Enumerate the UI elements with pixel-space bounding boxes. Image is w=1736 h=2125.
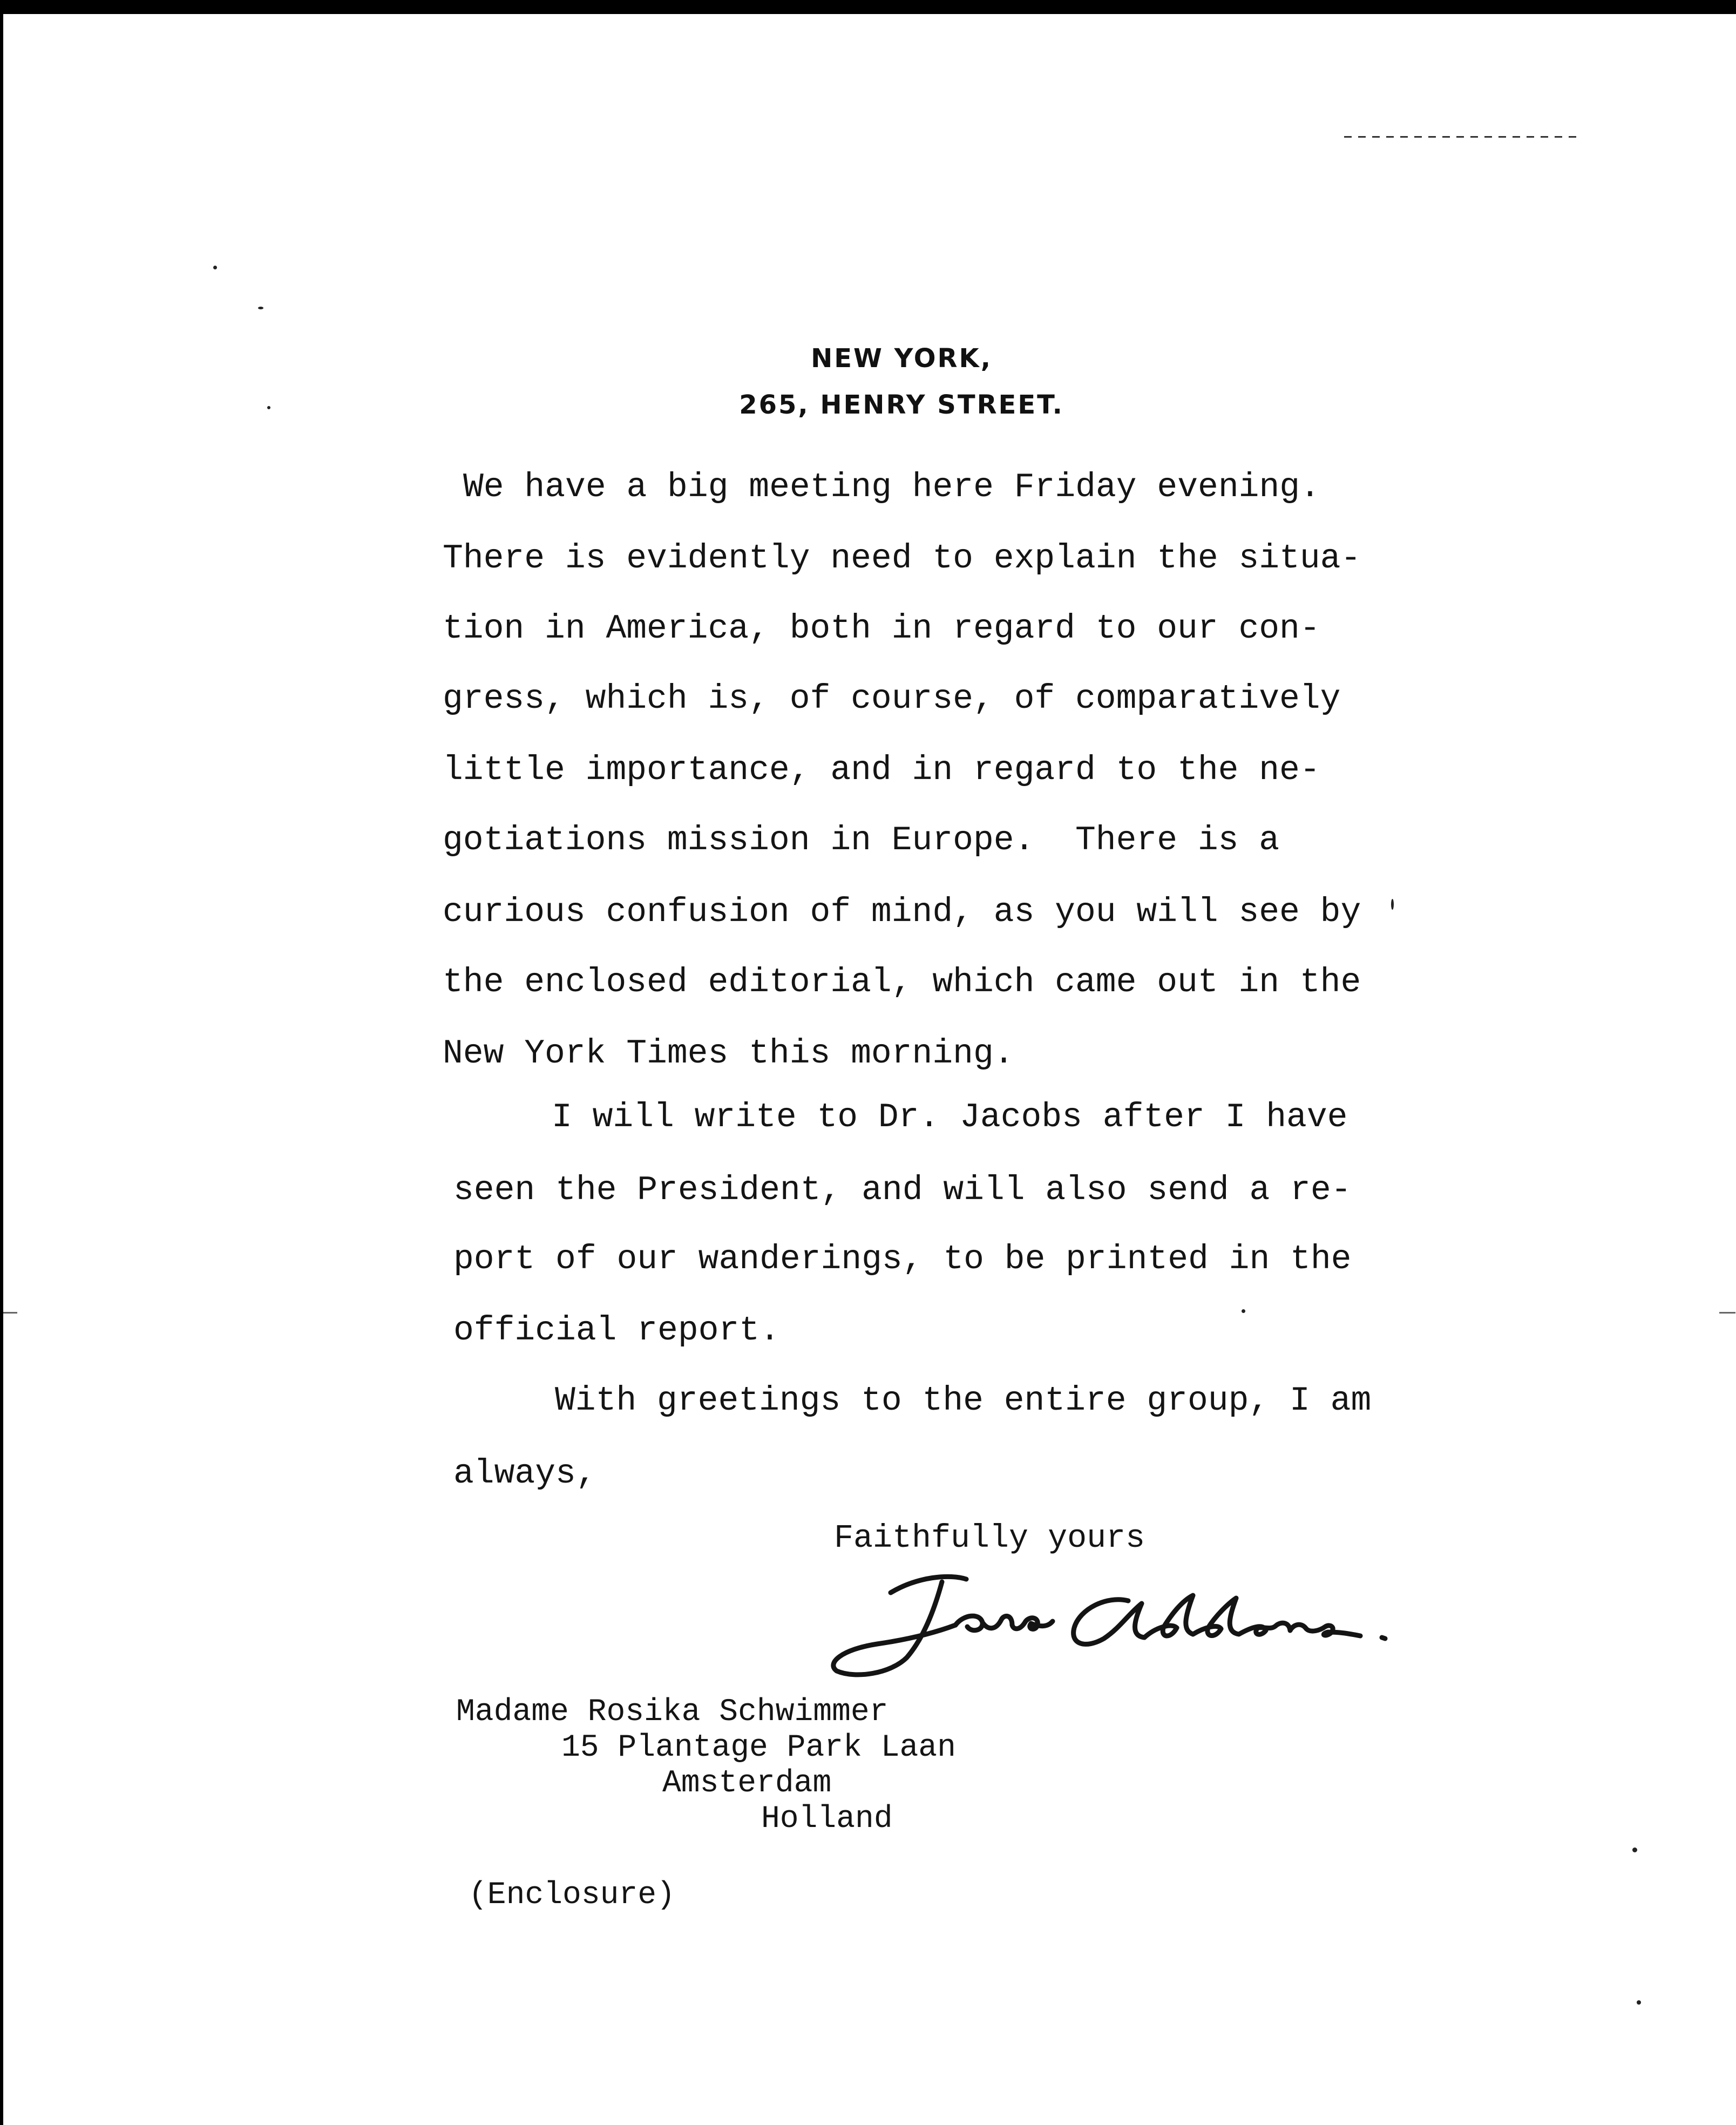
scan-speck xyxy=(213,266,217,269)
body-line: port of our wanderings, to be printed in the xyxy=(453,1240,1352,1278)
letterhead-street: 265, HENRY STREET. xyxy=(739,390,1064,420)
scan-speck xyxy=(1242,1309,1245,1313)
recipient-city: Amsterdam xyxy=(662,1766,832,1801)
body-line: With greetings to the entire group, I am xyxy=(555,1382,1372,1420)
body-line: the enclosed editorial, which came out in the xyxy=(443,963,1361,1001)
scan-edge-tick xyxy=(1719,1312,1735,1314)
closing-salutation: Faithfully yours xyxy=(834,1520,1145,1557)
enclosure-note: (Enclosure) xyxy=(469,1878,675,1913)
body-line: There is evidently need to explain the situa- xyxy=(443,539,1361,578)
scan-speck xyxy=(1391,899,1394,910)
recipient-name: Madame Rosika Schwimmer xyxy=(456,1695,889,1730)
scan-mark-line xyxy=(1344,136,1582,138)
scan-speck xyxy=(1637,2000,1641,2005)
body-line: official report. xyxy=(453,1311,780,1350)
recipient-street: 15 Plantage Park Laan xyxy=(561,1730,956,1765)
body-line: I will write to Dr. Jacobs after I have xyxy=(552,1098,1348,1136)
body-line: New York Times this morning. xyxy=(443,1034,1014,1073)
body-line: gotiations mission in Europe. There is a xyxy=(443,821,1280,860)
scan-edge-tick xyxy=(3,1312,17,1314)
body-line: gress, which is, of course, of comparatively xyxy=(443,680,1341,718)
body-line: tion in America, both in regard to our con- xyxy=(443,610,1320,648)
scan-speck xyxy=(267,406,270,409)
body-line: We have a big meeting here Friday evening. xyxy=(463,468,1320,506)
body-line: seen the President, and will also send a re- xyxy=(453,1171,1352,1209)
recipient-country: Holland xyxy=(761,1802,893,1837)
scan-speck xyxy=(1632,1847,1637,1852)
body-line: curious confusion of mind, as you will see by xyxy=(443,893,1361,931)
handwritten-signature xyxy=(826,1563,1393,1687)
scan-speck xyxy=(258,307,263,309)
letterhead-city: NEW YORK, xyxy=(811,343,992,374)
body-line: little importance, and in regard to the ne- xyxy=(443,751,1320,789)
body-line: always, xyxy=(453,1454,596,1493)
